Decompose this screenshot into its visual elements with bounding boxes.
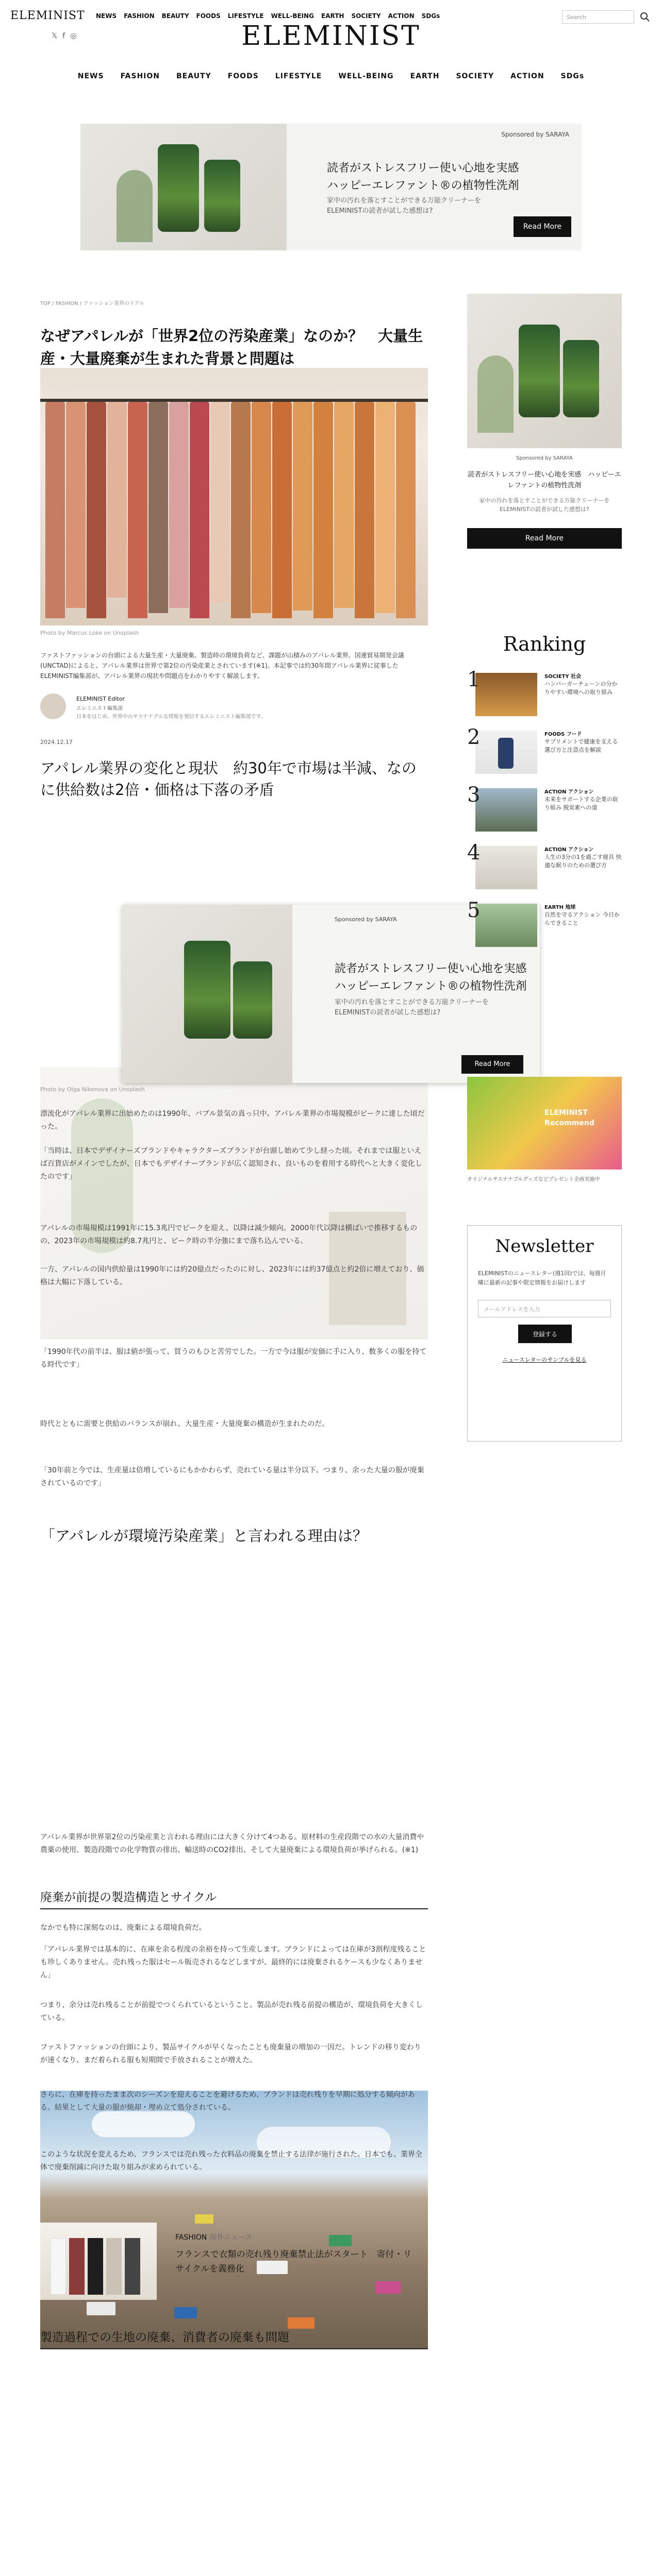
x-icon[interactable]: 𝕏 [52,32,58,40]
page-title: なぜアパレルが「世界2位の汚染産業」なのか？ 大量生産・大量廃棄が生まれた背景と問題は [40,327,423,367]
main-nav-society[interactable]: SOCIETY [456,72,494,80]
article-paragraph: 「アパレル業界では基本的に、在庫を余る程度の余裕を持って生産します。ブランドによっては在庫が3割程度残ることも珍しくありません。売れ残った服はセール販売されるなどしますが、最終的には廃棄されるケースも少なくありません」 [40,1945,426,1979]
article-paragraph: アパレル業界が世界第2位の汚染産業と言われる理由には大きく分けて4つある。原材料の生産段階での水の大量消費や農薬の使用、製造段階での化学物質の排出、輸送時のCO2排出、そして大量廃棄による環境負荷が挙げられる。(※1) [40,1833,424,1854]
article-paragraph: 一方、アパレルの国内供給量は1990年には約20億点だったのに対し、2023年には約37億点と約2倍に増えており、価格は大幅に下落している。 [40,1265,424,1286]
ranking-item[interactable]: 3 ACTION アクション 未来をサポートする企業の取り組み 脱炭素への道 [467,783,622,840]
ad-title: 読者がストレスフリー使い心地を実感 ハッピーエレファント®の植物性洗剤 [327,162,519,192]
header-ad-banner[interactable] [80,124,582,250]
ad-description: 家中の汚れを落とすことができる万能クリーナーを ELEMINISTの読者が試した感想は? [327,197,482,215]
article-paragraph: 「30年前と今では、生産量は倍増しているにもかかわらず、売れている量は半分以下。つまり、余った大量の服が廃棄されているのです」 [40,1466,424,1487]
popup-sponsor-label: Sponsored by SARAYA [335,916,397,923]
center-logo[interactable]: ELEMINIST [241,21,421,52]
top-nav-wellbeing[interactable]: WELL-BEING [271,12,315,20]
main-nav-sdgs[interactable]: SDGs [560,72,585,80]
article-paragraph: ファストファッションの台頭により、製品サイクルが早くなったことも廃棄量の増加の一因だ。トレンドの移り変わりが速くなり、まだ着られる服も短期間で手放されることが増えた。 [40,2043,421,2064]
newsletter-sample-link[interactable]: ニュースレターのサンプルを見る [502,1357,587,1363]
article-paragraph: さらに、在庫を持ったまま次のシーズンを迎えることを避けるため、ブランドは売れ残りを早期に処分する傾向がある。結果として大量の服が焼却・埋め立て処分されている。 [40,2091,415,2112]
subsection-heading-2: 製造過程での生地の廃棄、消費者の廃棄も問題 [40,2329,428,2349]
subsection-heading-1: 廃棄が前提の製造構造とサイクル [40,1889,428,1909]
ranking-list [467,668,622,956]
article-paragraph: アパレルの市場規模は1991年に15.3兆円でピークを迎え、以降は減少傾向。2000年代以降は横ばいで推移するものの、2023年の市場規模は約8.7兆円と、ピーク時の半分強にまで落ち込んでいる。 [40,1224,418,1245]
related-title[interactable]: フランスで衣類の売れ残り廃棄禁止法がスタート 寄付・リサイクルを義務化 [175,2249,412,2274]
ad-read-more-button[interactable]: Read More [514,216,571,237]
top-nav-foods[interactable]: FOODS [196,12,221,20]
facebook-icon[interactable]: f [62,32,65,40]
newsletter-email-input[interactable]: メールアドレスを入力 [478,1300,611,1317]
article-lead: ファストファッションの台頭による大量生産・大量廃棄、製造時の環境負荷など、課題が山積みのアパレル業界。国連貿易開発会議(UNCTAD)によると、アパレル業界は世界で第2位の汚染産業とされています(※1)。本記事では約30年間アパレル業界に従事したELEMINIST編集部が、アパレル業界の現状や問題点をわかりやすく解説します。 [40,652,404,680]
main-nav-lifestyle[interactable]: LIFESTYLE [275,72,322,80]
ranking-item[interactable]: 2 FOODS フード サブリメントで健康を支える 選び方と注意点を解説 [467,725,622,782]
popup-title: 読者がストレスフリー使い心地を実感 ハッピーエレファント®の植物性洗剤 [335,962,527,993]
main-nav [0,72,662,80]
section-heading-1: アパレル業界の変化と現状 約30年で市場は半減、なのに供給数は2倍・価格は下落の矛盾 [40,759,417,799]
instagram-icon[interactable]: ◎ [70,32,77,40]
main-nav-wellbeing[interactable]: WELL-BEING [338,72,394,80]
author-block [40,693,428,724]
article-paragraph: 時代とともに需要と供給のバランスが崩れ、大量生産・大量廃棄の構造が生まれたのだ。 [40,1420,329,1428]
author-name[interactable]: ELEMINIST Editor [76,696,125,702]
main-nav-fashion[interactable]: FASHION [120,72,160,80]
ranking-item[interactable]: 4 ACTION アクション 人生の3分の1を過ごす寝具 快適な眠りのための選び方 [467,841,622,897]
ranking-item[interactable]: 1 SOCIETY 社会 ハンバーガーチェーンの分かりやすい環境への取り組み [467,668,622,724]
main-nav-earth[interactable]: EARTH [410,72,440,80]
sidebar-banner-desc: オリジナルサステナブルグッズなどプレゼント企画実施中 [467,1177,600,1182]
top-nav-earth[interactable]: EARTH [321,12,344,20]
related-thumbnail [40,2223,157,2300]
photo-caption: Photo by Marcus Loke on Unsplash [40,630,139,636]
photo-caption-2: Photo by Olga Nikonova on Unsplash [40,1086,145,1093]
top-nav-news[interactable]: NEWS [96,12,117,20]
newsletter-subscribe-button[interactable]: 登録する [518,1325,572,1343]
site-logo[interactable]: ELEMINIST [10,9,85,22]
top-nav-beauty[interactable]: BEAUTY [161,12,189,20]
article-photo-3 [40,2091,428,2349]
search-input[interactable]: Search [562,10,634,24]
article-paragraph: なかでも特に深刻なのは、廃棄による環境負荷だ。 [40,1924,206,1932]
newsletter-title: Newsletter [495,1236,594,1257]
main-nav-action[interactable]: ACTION [510,72,544,80]
top-nav-society[interactable]: SOCIETY [351,12,381,20]
sidebar-ad-sponsor: Sponsored by SARAYA [516,455,573,461]
sidebar-banner[interactable]: ELEMINIST Recommend [467,1077,622,1170]
top-nav-action[interactable]: ACTION [388,12,415,20]
article-paragraph: 漂流化がアパレル業界に出始めたのは1990年、バブル景気の真っ只中。アパレル業界の市場規模がピークに達した頃だった。 [40,1110,425,1131]
top-nav-lifestyle[interactable]: LIFESTYLE [227,12,264,20]
ad-sponsor-label: Sponsored by SARAYA [501,131,569,138]
newsletter-box [467,1225,622,1442]
related-article-card[interactable] [40,2223,428,2300]
ranking-title: Ranking [503,633,586,655]
related-category: FASHION 海外ニュース [175,2233,253,2242]
article-paragraph: 「1990年代の前半は、服は値が張って、買うのもひと苦労でした。一方で今は服が安価に手に入り、数多くの服を持てる時代です」 [40,1348,427,1369]
newsletter-desc: ELEMINISTのニュースレター(週1回)では、毎週月曜に最新の記事や限定情報をお届けします [478,1270,606,1286]
breadcrumb[interactable]: TOP / FASHION / ファッション業界のリアル [40,301,145,307]
sidebar-ad-title: 読者がストレスフリー使い心地を実感 ハッピーエレファントの植物性洗剤 [468,471,621,489]
top-nav-fashion[interactable]: FASHION [124,12,155,20]
top-nav-sdgs[interactable]: SDGs [421,12,440,20]
sidebar-ad-image [467,294,622,448]
main-nav-news[interactable]: NEWS [77,72,104,80]
hero-photo [40,368,428,625]
sidebar-ad-desc: 家中の汚れを落とすことができる万能クリーナーをELEMINISTの読者が試した感想は? [479,497,610,513]
author-desc: 日本をはじめ、世界中のサステナブルな情報を発信するエレミニスト編集部です。 [76,714,266,720]
avatar[interactable] [40,693,66,719]
main-nav-foods[interactable]: FOODS [227,72,259,80]
main-nav-beauty[interactable]: BEAUTY [176,72,211,80]
popup-ad-image [122,905,292,1083]
article-paragraph: 「当時は、日本でデザイナーズブランドやキャラクターズブランドが台頭し始めて少し経った頃。それまでは服といえば百貨店がメインでしたが、日本でもデザイナーブランドが広く認知され、良いものを着用する時代へと大きく変化したのです」 [40,1147,422,1181]
sidebar-ad[interactable] [467,294,622,549]
popup-description: 家中の汚れを落とすことができる万能クリーナーを ELEMINISTの読者が試した感想は? [335,998,489,1016]
article-paragraph: つまり、余分は売れ残ることが前提でつくられているということ。製品が売れ残る前提の構造が、環境負荷を大きくしている。 [40,2001,423,2022]
sidebar-ad-button[interactable]: Read More [467,528,622,549]
ad-product-image [80,124,287,250]
author-role: エレミニスト編集部 [76,706,123,711]
ranking-item[interactable]: 5 EARTH 地球 自然を守るアクション 今日からできること [467,899,622,955]
publish-date: 2024.12.17 [40,739,73,745]
section-heading-2: 「アパレルが環境汚染産業」と言われる理由は？ [40,1527,368,1545]
article-paragraph: このような状況を変えるため、フランスでは売れ残った衣料品の廃棄を禁止する法律が施行された。日本でも、業界全体で廃棄削減に向けた取り組みが求められている。 [40,2150,423,2172]
top-nav [96,12,440,20]
popup-read-more-button[interactable]: Read More [461,1055,523,1074]
